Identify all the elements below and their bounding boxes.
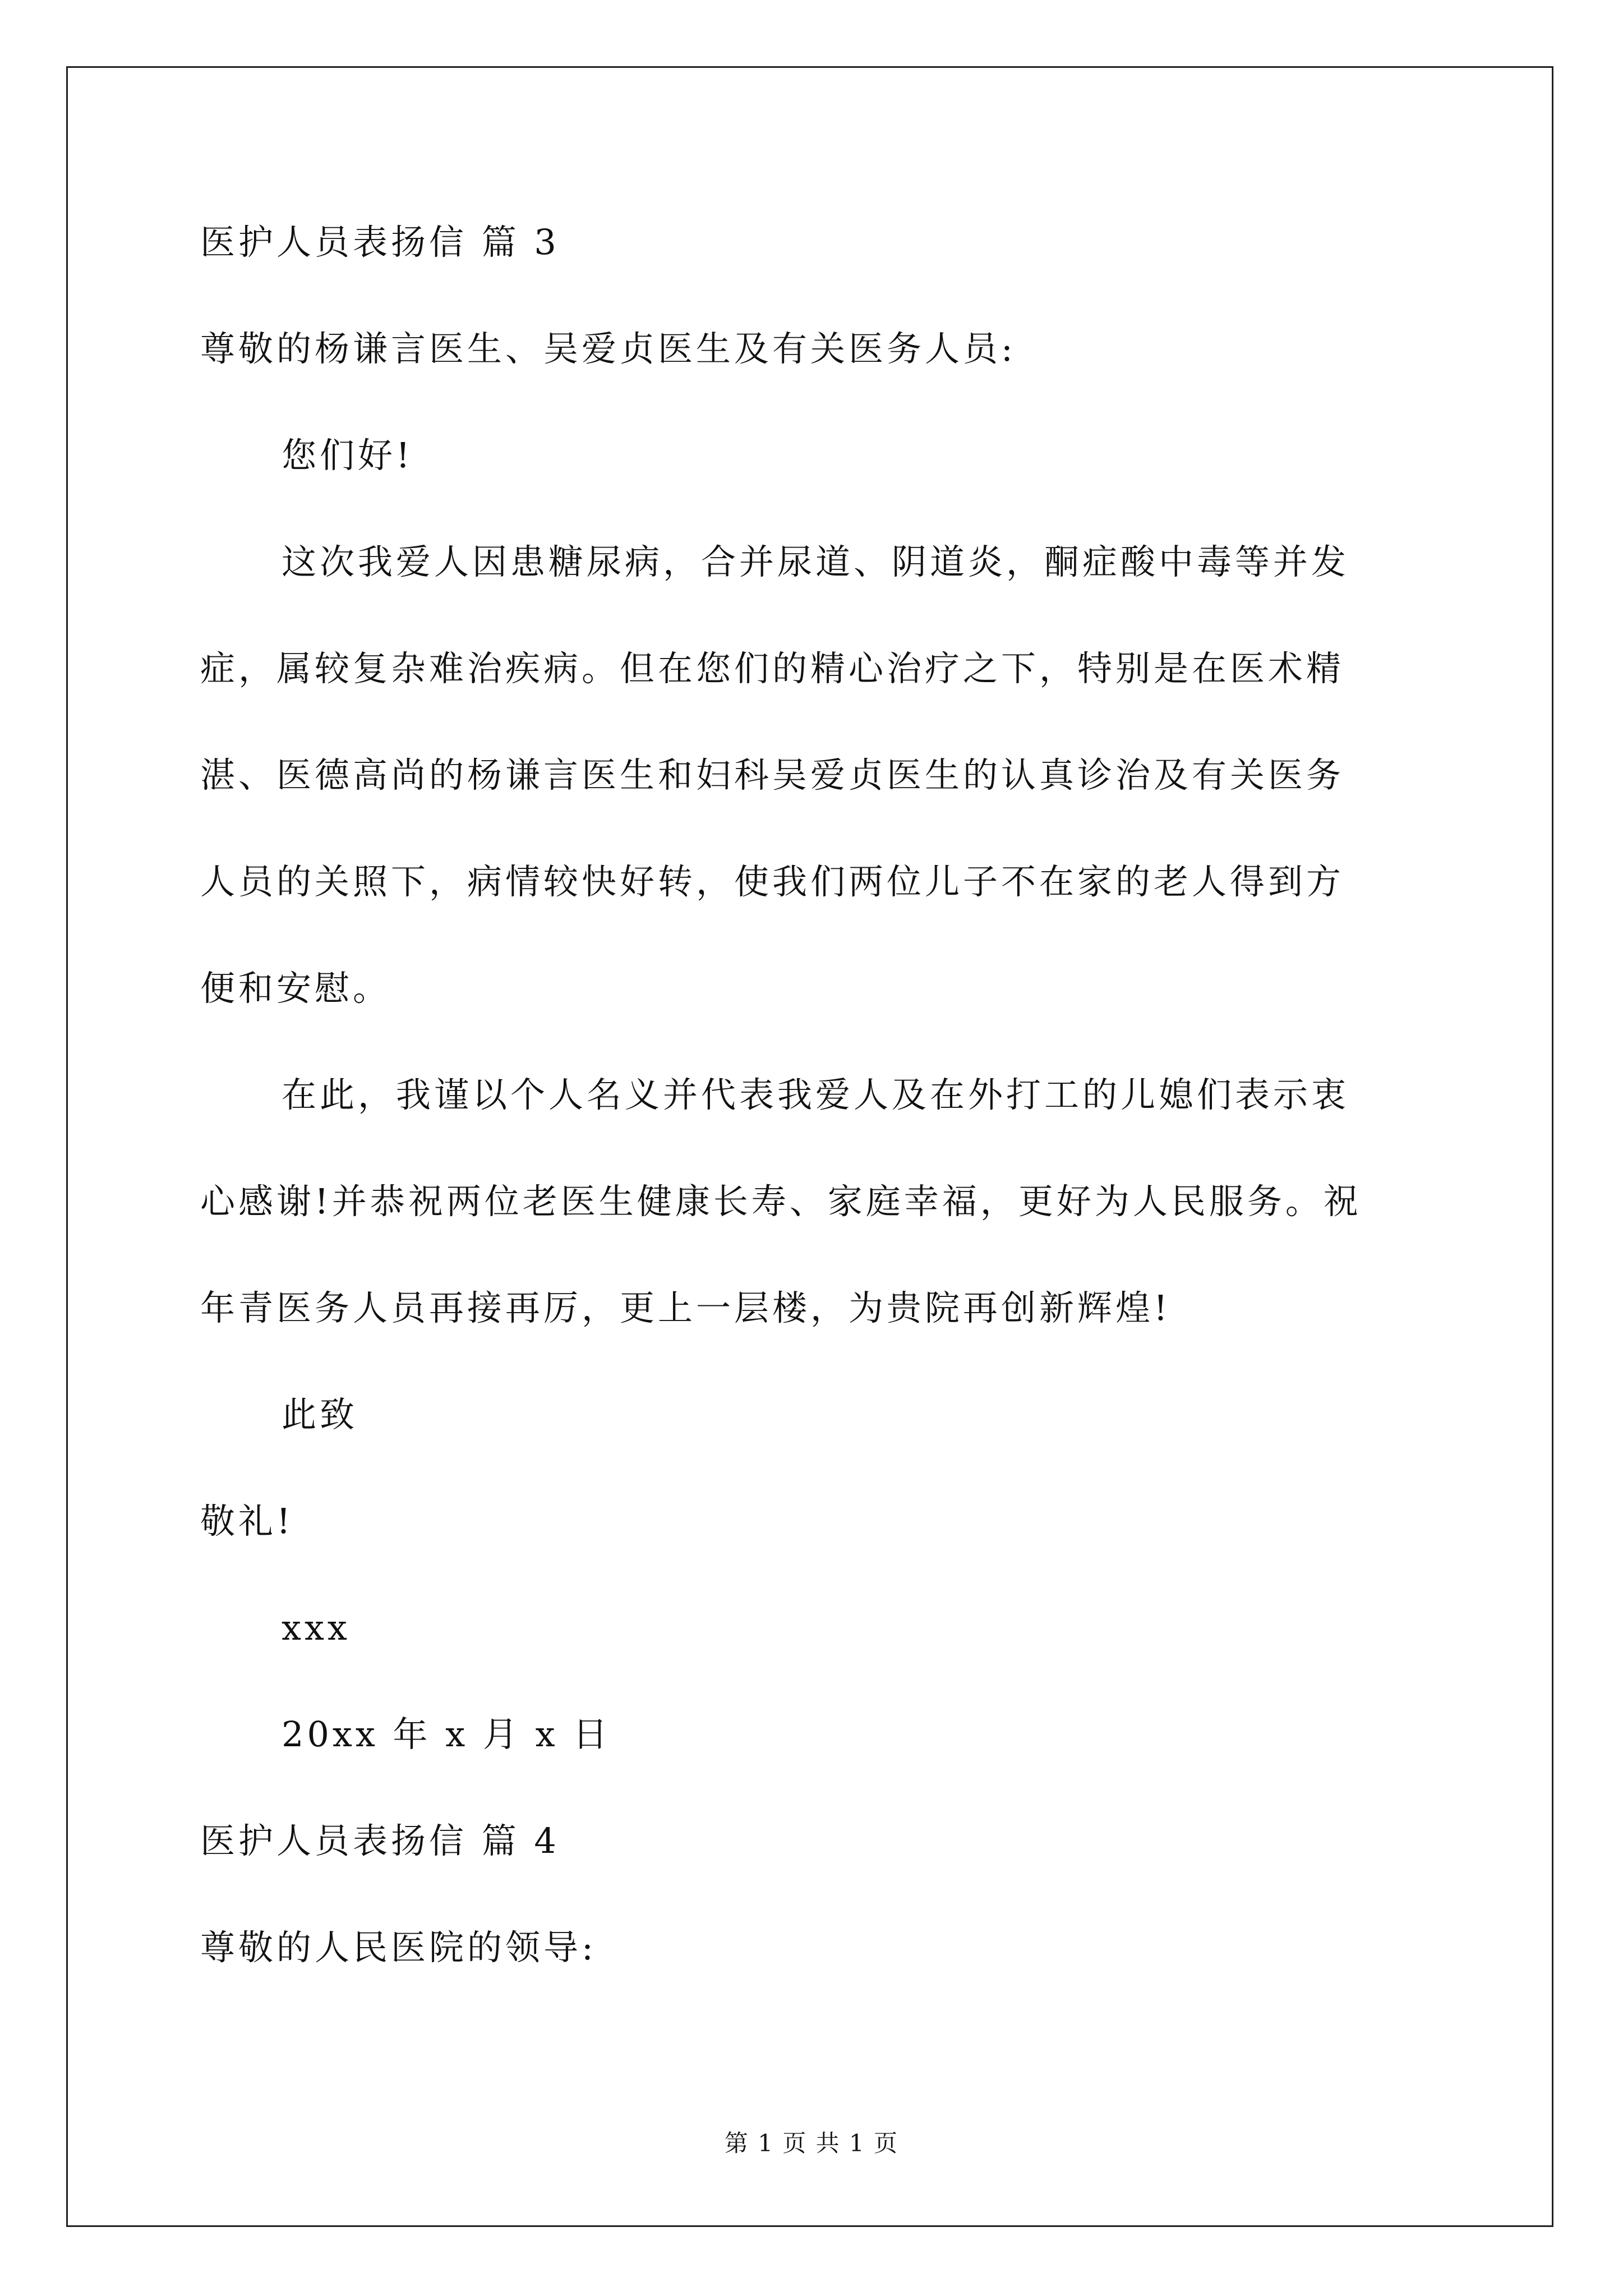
body-line: 年青医务人员再接再厉，更上一层楼，为贵院再创新辉煌!	[200, 1287, 1171, 1328]
body-line: 心感谢!并恭祝两位老医生健康长寿、家庭幸福，更好为人民服务。祝	[200, 1181, 1362, 1222]
section-title-3: 医护人员表扬信 篇 3	[200, 222, 560, 263]
signature-name: xxx	[282, 1607, 351, 1648]
body-line: 湛、医德高尚的杨谦言医生和妇科吴爱贞医生的认真诊治及有关医务	[200, 754, 1345, 795]
body-line: 症，属较复杂难治疾病。但在您们的精心治疗之下，特别是在医术精	[200, 648, 1345, 689]
body-line: 人员的关照下，病情较快好转，使我们两位儿子不在家的老人得到方	[200, 861, 1345, 902]
body-line: 便和安慰。	[200, 968, 391, 1009]
body-line: 这次我爱人因患糖尿病，合并尿道、阴道炎，酮症酸中毒等并发	[282, 541, 1350, 582]
section-title-4: 医护人员表扬信 篇 4	[200, 1820, 560, 1861]
salutation-3: 尊敬的杨谦言医生、吴爱贞医生及有关医务人员:	[200, 328, 1016, 369]
page-footer: 第 1 页 共 1 页	[724, 2129, 899, 2157]
page-border	[66, 66, 1553, 2227]
body-line: 在此，我谨以个人名义并代表我爱人及在外打工的儿媳们表示衷	[282, 1074, 1350, 1115]
salutation-4: 尊敬的人民医院的领导:	[200, 1927, 597, 1968]
signature-date: 20xx 年 x 月 x 日	[282, 1714, 611, 1755]
closing-phrase: 此致	[282, 1394, 358, 1435]
greeting: 您们好!	[282, 435, 413, 476]
closing-salute: 敬礼!	[200, 1501, 294, 1542]
